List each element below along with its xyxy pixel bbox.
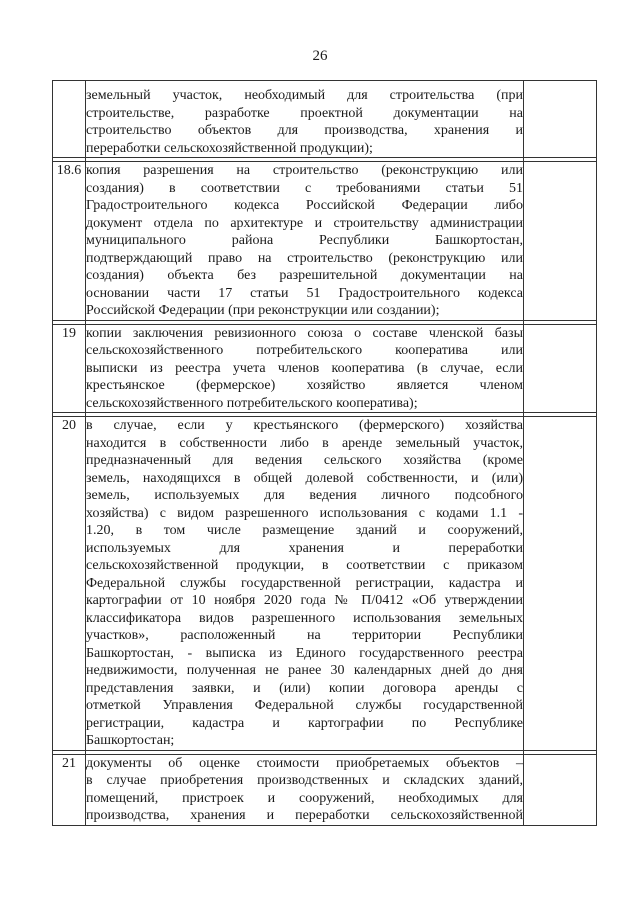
- row-number: 18.6: [53, 162, 86, 321]
- empty-cell: [524, 754, 597, 825]
- page-number: 26: [312, 48, 328, 64]
- table-row: [53, 754, 597, 825]
- text-line: земельный участок, необходимый для строительства (при: [86, 88, 523, 103]
- text-line: участков», расположенный на территории Республики: [86, 628, 523, 643]
- text-line: сельскохозяйственного потребительского кооператива или: [86, 343, 523, 358]
- text-line: 1.20, в том числе размещение зданий и сооружений,: [86, 523, 523, 538]
- row-text: [86, 324, 524, 413]
- text-line: строительстве, разработке проектной документации на: [86, 105, 523, 121]
- text-line: строительство объектов для производства, хранения и: [86, 123, 523, 138]
- text-line: в случае приобретения производственных и складских зданий,: [86, 773, 523, 788]
- text-line: Федеральной службы государственной регистрации, кадастра и: [86, 575, 523, 591]
- text-line: предназначенный для ведения сельского хозяйства (кроме: [86, 453, 523, 468]
- table-row: [53, 417, 597, 751]
- text-line: земель, используемых для ведения личного подсобного: [86, 488, 523, 503]
- row-number: 21: [53, 754, 86, 825]
- table-row: [53, 162, 597, 321]
- text-line: регистрации, кадастра и картографии по Республике: [86, 715, 523, 731]
- text-line: Градостроительного кодекса Российской Федерации либо: [86, 198, 523, 213]
- text-line: крестьянское (фермерское) хозяйство является членом: [86, 378, 523, 393]
- text-line: муниципального района Республики Башкортостан,: [86, 233, 523, 248]
- text-line: недвижимости, полученная не ранее 30 календарных дней до дня: [86, 663, 523, 678]
- text-line: подтверждающий право на строительство (реконструкцию или: [86, 250, 523, 266]
- row-number: 20: [53, 417, 86, 751]
- text-line: хозяйства) с видом разрешенного использования с кодами 1.1 -: [86, 505, 523, 521]
- table-row: [53, 324, 597, 413]
- text-line: картографии от 10 ноября 2020 года № П/0412 «Об утверждении: [86, 593, 523, 608]
- text-line: документ отдела по архитектуре и строительству администрации: [86, 215, 523, 231]
- text-line: переработки сельскохозяйственной продукции);: [86, 140, 373, 156]
- text-line: производства, хранения и переработки сельскохозяйственной: [86, 808, 523, 823]
- text-line: Российской Федерации (при реконструкции или создании);: [86, 303, 440, 318]
- empty-cell: [524, 324, 597, 413]
- text-line: земель, находящихся в общей долевой собственности, и (или): [86, 470, 523, 486]
- text-line: помещений, пристроек и сооружений, необходимых для: [86, 790, 523, 806]
- text-line: создания) объекта без разрешительной документации на: [86, 268, 523, 283]
- empty-cell: [524, 81, 597, 158]
- table-row: [53, 81, 597, 158]
- text-line: Башкортостан, - выписка из Единого государственного реестра: [86, 645, 523, 661]
- text-line: документы об оценке стоимости приобретаемых объектов –: [86, 755, 523, 771]
- text-line: в случае, если у крестьянского (фермерского) хозяйства: [86, 418, 523, 433]
- empty-cell: [524, 162, 597, 321]
- row-number: [53, 81, 86, 158]
- text-line: находится в собственности либо в аренде земельный участок,: [86, 435, 523, 451]
- text-line: классификатора видов разрешенного использования земельных: [86, 610, 523, 626]
- row-text: [86, 417, 524, 751]
- row-text: [86, 81, 524, 158]
- text-line: копии заключения ревизионного союза о составе членской базы: [86, 325, 523, 341]
- text-line: создания) в соответствии с требованиями статьи 51: [86, 180, 523, 196]
- text-line: основании части 17 статьи 51 Градостроительного кодекса: [86, 285, 523, 301]
- text-line: используемых для хранения и переработки: [86, 540, 523, 556]
- row-text: [86, 754, 524, 825]
- text-line: представления заявки, и (или) копии договора аренды с: [86, 680, 523, 696]
- empty-cell: [524, 417, 597, 751]
- text-line: сельскохозяйственной продукции, в соответствии с приказом: [86, 558, 523, 573]
- text-line: Башкортостан;: [86, 733, 175, 748]
- document-table: [52, 80, 597, 826]
- row-text: [86, 162, 524, 321]
- text-line: выписки из реестра учета членов кооператива (в случае, если: [86, 360, 523, 376]
- text-line: отметкой Управления Федеральной службы государственной: [86, 698, 523, 713]
- row-number: 19: [53, 324, 86, 413]
- text-line: сельскохозяйственного потребительского кооператива);: [86, 395, 418, 411]
- text-line: копия разрешения на строительство (реконструкцию или: [86, 163, 523, 178]
